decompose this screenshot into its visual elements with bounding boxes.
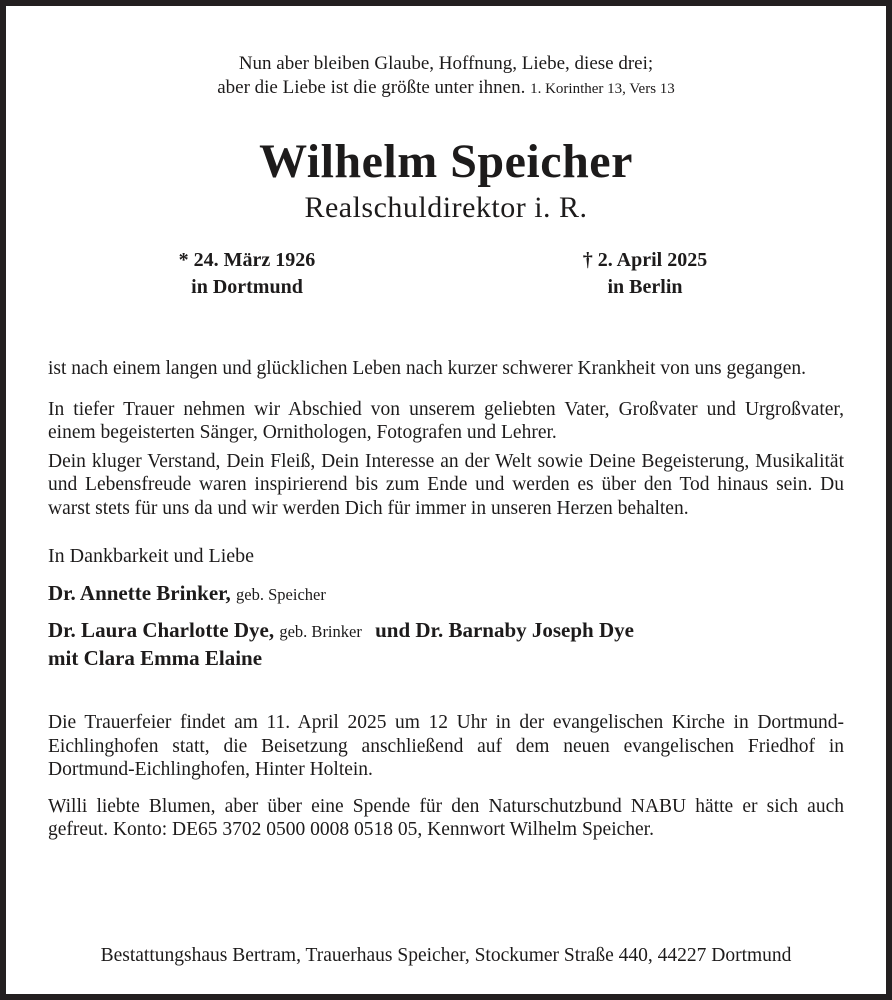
closing-line: In Dankbarkeit und Liebe [48, 545, 255, 567]
death-date: † 2. April 2025 [582, 249, 708, 271]
funeral-home-footer: Bestattungshaus Bertram, Trauerhaus Speicher, Stockumer Straße 440, 44227 Dortmund [100, 945, 792, 966]
quote-line-2 [48, 76, 844, 101]
mourner-3-name: und Dr. Barnaby Joseph Dye [375, 618, 634, 642]
life-dates [48, 247, 844, 301]
mourner-line-2 [48, 617, 844, 671]
paragraph-tribute: Dein kluger Verstand, Dein Fleiß, Dein Interesse an der Welt sowie Deine Begeisterung, Musikalität und Lebensfreude waren inspirierend bis zum Ende und werden es über den Tod hinaus sein. Du warst stets für uns da und wir werden Dich für immer in unseren Herzen behalten. [48, 450, 844, 519]
mourner-line-1 [48, 580, 844, 608]
mourner-2-name: Dr. Laura Charlotte Dye, [48, 618, 275, 642]
quote-citation: 1. Korinther 13, Vers 13 [530, 81, 675, 97]
death-info [446, 247, 844, 301]
deceased-name: Wilhelm Speicher [259, 135, 633, 188]
death-place: in Berlin [607, 276, 683, 298]
mourner-line-3: mit Clara Emma Elaine [48, 646, 263, 670]
quote-line-1: Nun aber bleiben Glaube, Hoffnung, Liebe, diese drei; [238, 53, 654, 74]
mourner-2-maiden-name: geb. Brinker [279, 622, 362, 641]
mourner-1-name: Dr. Annette Brinker, [48, 581, 231, 605]
mourner-1-maiden-name: geb. Speicher [236, 585, 326, 604]
deceased-title: Realschuldirektor i. R. [304, 191, 588, 224]
quote-line-2-text: aber die Liebe ist die größte unter ihnen. [217, 77, 526, 98]
birth-place: in Dortmund [191, 276, 303, 298]
paragraph-donation: Willi liebte Blumen, aber über eine Spende für den Naturschutzbund NABU hätte er sich auch gefreut. Konto: DE65 3702 0500 0008 0518 05, Kennwort Wilhelm Speicher. [48, 795, 844, 840]
paragraph-mourning: In tiefer Trauer nehmen wir Abschied von unserem geliebten Vater, Großvater und Urgroßvater, einem begeisterten Sänger, Ornithologen, Fotografen und Lehrer. [48, 398, 844, 443]
birth-date: * 24. März 1926 [178, 249, 316, 271]
scripture-quote [48, 52, 844, 101]
birth-info [48, 247, 446, 301]
paragraph-passing: ist nach einem langen und glücklichen Leben nach kurzer schwerer Krankheit von uns gegangen. [48, 358, 807, 379]
paragraph-funeral: Die Trauerfeier findet am 11. April 2025 um 12 Uhr in der evangelischen Kirche in Dortmund-Eichlinghofen statt, die Beisetzung anschließend auf dem neuen evangelischen Friedhof in Dortmund-Eichlinghofen, Hinter Holtein. [48, 712, 844, 780]
